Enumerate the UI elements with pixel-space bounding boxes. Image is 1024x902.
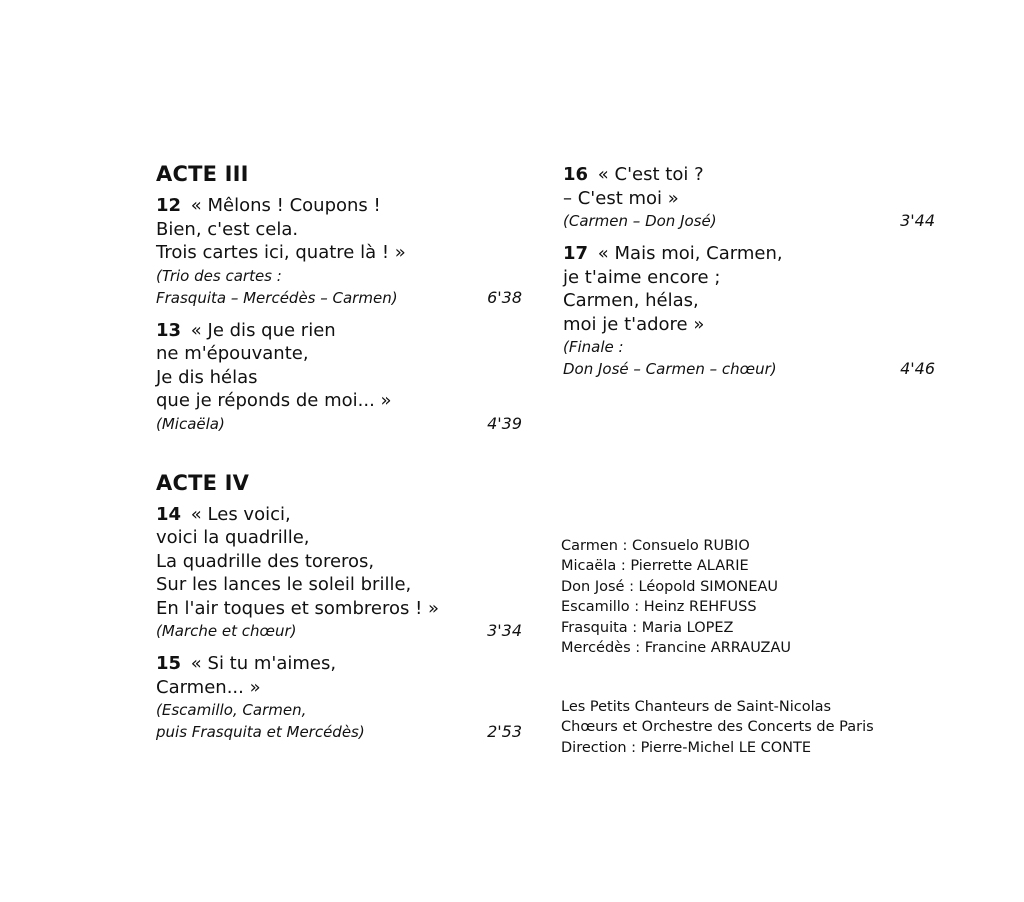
- lyric-line: Trois cartes ici, quatre là ! »: [156, 242, 406, 263]
- track-number: 16: [563, 164, 589, 185]
- lyric-line: En l'air toques et sombreros ! »: [156, 597, 440, 619]
- lyric-line: Je dis hélas: [156, 366, 258, 388]
- lyric-line: ne m'épouvante,: [156, 343, 309, 364]
- track-15: [156, 652, 526, 743]
- track-number: 17: [563, 243, 589, 264]
- track-duration: 3'34: [487, 621, 522, 640]
- track-duration: 6'38: [487, 287, 522, 307]
- cast-entry: Escamillo : Heinz REHFUSS: [561, 599, 757, 616]
- act-heading: ACTE IV: [156, 470, 250, 495]
- credit-row: [156, 287, 526, 309]
- track-14: [156, 503, 526, 643]
- credit-line: Don José – Carmen – chœur): [563, 360, 777, 378]
- track-duration: 3'44: [900, 211, 935, 230]
- credit-line: (Trio des cartes :: [156, 266, 282, 285]
- lyric-line: Sur les lances le soleil brille,: [156, 574, 412, 595]
- credit-line: (Marche et chœur): [156, 622, 297, 640]
- left-column: [156, 160, 526, 753]
- ensemble-entry: Direction : Pierre-Michel LE CONTE: [561, 739, 811, 756]
- lyric-line: 14 « Les voici,: [156, 503, 291, 525]
- ensemble-entry: Les Petits Chanteurs de Saint-Nicolas: [561, 699, 832, 715]
- lyric-line: moi je t'adore »: [563, 313, 705, 335]
- track-number: 14: [156, 503, 182, 525]
- credit-row: [563, 358, 933, 380]
- act-heading: ACTE III: [156, 162, 249, 186]
- track-number: 12: [156, 195, 182, 216]
- credit-line: puis Frasquita et Mercédès): [156, 723, 365, 741]
- cast-entry: Frasquita : Maria LOPEZ: [561, 619, 734, 636]
- ensemble-credits: [561, 697, 874, 758]
- lyric-line: 17 « Mais moi, Carmen,: [563, 243, 783, 264]
- lyric-line: 16 « C'est toi ?: [563, 164, 704, 185]
- lyric-line: 13 « Je dis que rien: [156, 319, 336, 341]
- credit-line: (Micaëla): [156, 414, 225, 433]
- track-number: 15: [156, 653, 182, 674]
- cast-entry: Don José : Léopold SIMONEAU: [561, 578, 779, 595]
- cast-entry: Mercédès : Francine ARRAUZAU: [561, 640, 792, 657]
- track-16: [563, 163, 933, 232]
- lyric-line: je t'aime encore ;: [563, 266, 721, 288]
- lyric-line: Carmen... »: [156, 676, 261, 698]
- right-column: [563, 163, 933, 390]
- cast-entry: Micaëla : Pierrette ALARIE: [561, 558, 749, 575]
- cast-list: [561, 536, 791, 658]
- lyric-line: 15 « Si tu m'aimes,: [156, 653, 337, 674]
- track-12: [156, 194, 526, 309]
- lyric-line: 12 « Mêlons ! Coupons !: [156, 195, 381, 216]
- credit-row: [156, 620, 526, 642]
- lyric-line: Carmen, hélas,: [563, 290, 699, 311]
- lyric-line: – C'est moi »: [563, 187, 679, 209]
- credit-line: (Carmen – Don José): [563, 212, 717, 230]
- credit-row: [156, 721, 526, 743]
- lyric-line: voici la quadrille,: [156, 527, 310, 548]
- credit-row: [563, 210, 933, 232]
- track-duration: 4'39: [487, 413, 522, 433]
- ensemble-entry: Chœurs et Orchestre des Concerts de Paris: [561, 719, 874, 736]
- track-duration: 2'53: [487, 722, 522, 741]
- credit-row: [156, 413, 526, 435]
- credit-line: (Escamillo, Carmen,: [156, 701, 307, 719]
- track-duration: 4'46: [900, 359, 935, 378]
- track-number: 13: [156, 319, 182, 341]
- track-13: [156, 319, 526, 435]
- credit-line: (Finale :: [563, 338, 624, 356]
- track-17: [563, 242, 933, 380]
- lyric-line: Bien, c'est cela.: [156, 218, 299, 240]
- credit-line: Frasquita – Mercédès – Carmen): [156, 288, 398, 307]
- cast-entry: Carmen : Consuelo RUBIO: [561, 538, 750, 554]
- lyric-line: La quadrille des toreros,: [156, 550, 375, 572]
- lyric-line: que je réponds de moi... »: [156, 390, 392, 411]
